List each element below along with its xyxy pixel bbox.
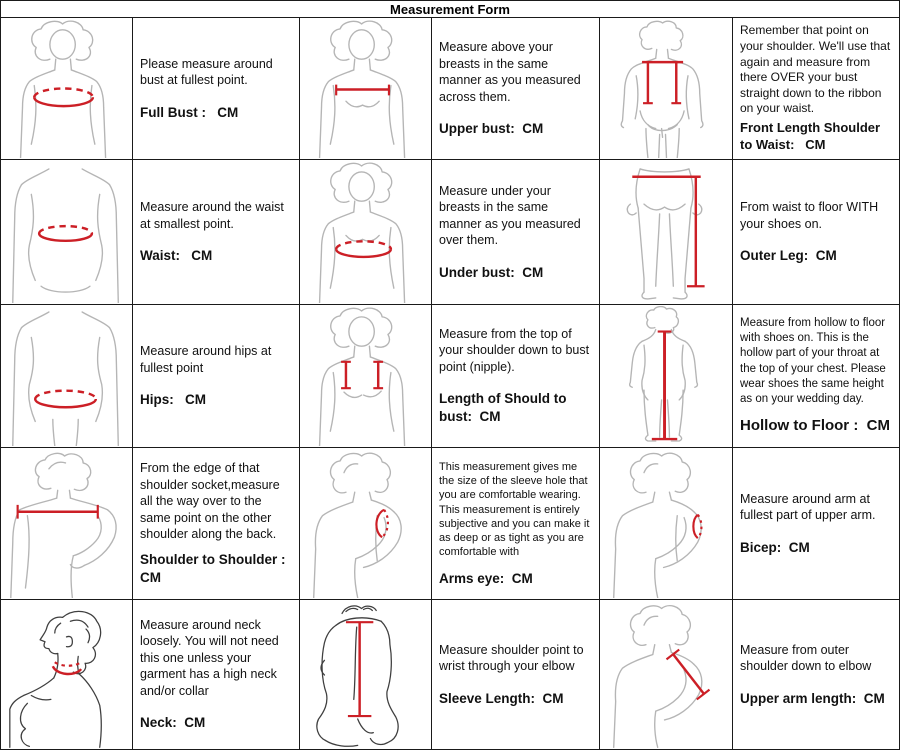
measure-label: Full Bust : CM [140, 104, 239, 120]
form-title [1, 1, 899, 18]
cell-figure-shoulder-to-shoulder [1, 448, 133, 600]
instruction-text: Measure under your breasts in the same manner as you measured over them. [439, 183, 581, 248]
cell-figure-bicep [600, 448, 733, 600]
shoulder-to-elbow-diagonal-icon [601, 601, 731, 748]
cell-figure-outer-leg [600, 160, 733, 305]
instruction-text: Measure around neck loosely. You will not need this one unless your garment has a high neck and/or collar [140, 617, 279, 698]
cell-text-outer-leg [733, 160, 899, 305]
measure-label: Neck: CM [140, 715, 206, 731]
measure-label: Under bust: CM [439, 264, 544, 280]
cell-figure-full-bust [1, 18, 133, 160]
cell-figure-hollow-to-floor [600, 305, 733, 448]
cell-figure-upper-arm-length [600, 600, 733, 749]
instruction-text: Measure around hips at fullest point [140, 344, 272, 375]
cell-figure-shoulder-to-bust [300, 305, 432, 448]
measure-label: Length of Should to bust: CM [439, 391, 571, 425]
cell-text-arms-eye [432, 448, 600, 600]
cell-figure-under-bust [300, 160, 432, 305]
arm-socket-arms-eye-icon [301, 449, 430, 598]
cell-figure-upper-bust [300, 18, 432, 160]
cell-figure-front-length [600, 18, 733, 160]
cell-figure-neck [1, 600, 133, 749]
measure-label: Sleeve Length: CM [439, 690, 564, 706]
cell-figure-waist [1, 160, 133, 305]
upper-arm-bicep-icon [601, 449, 731, 598]
torso-front-hips-icon [2, 306, 131, 446]
cell-figure-hips [1, 305, 133, 448]
instruction-text: Measure from hollow to floor with shoes on. This is the hollow part of your throat at the top of your chest. Please wear shoes the same height as on your wedding day. [740, 317, 886, 405]
instruction-text: Measure above your breasts in the same manner as you measured across them. [439, 40, 581, 104]
measurement-grid [1, 18, 899, 749]
cell-figure-sleeve-length [300, 600, 432, 749]
cell-text-hollow-to-floor [733, 305, 899, 448]
instruction-text: From the edge of that shoulder socket,measure all the way over to the same point on the other shoulder along the back. [140, 461, 280, 542]
cell-text-front-length [733, 18, 899, 160]
profile-neck-band-icon [2, 601, 131, 748]
cell-text-waist [133, 160, 300, 305]
cell-text-shoulder-to-bust [432, 305, 600, 448]
back-shoulder-to-shoulder-icon [2, 449, 131, 598]
woman-back-shoulder-to-waist-icon [601, 19, 731, 158]
full-body-hollow-to-floor-icon [601, 306, 731, 446]
instruction-text: This measurement gives me the size of the sleeve hole that you are comfortable wearing. This measurement is entirely subjective and you can make it as deep or as tight as you are comfortable with [439, 460, 590, 559]
cell-text-bicep [733, 448, 899, 600]
instruction-text: Measure from the top of your shoulder down to bust point (nipple). [439, 326, 590, 374]
measure-label: Arms eye: CM [439, 570, 533, 586]
cell-text-under-bust [432, 160, 600, 305]
cell-text-upper-bust [432, 18, 600, 160]
torso-front-waist-icon [2, 161, 131, 303]
woman-front-full-bust-icon [2, 19, 131, 158]
cell-text-neck [133, 600, 300, 749]
instruction-text: Measure around arm at fullest part of upper arm. [740, 491, 876, 523]
woman-front-upper-bust-icon [301, 19, 430, 158]
measure-label: Front Length Shoulder to Waist: CM [740, 119, 884, 152]
cell-text-shoulder-to-shoulder [133, 448, 300, 600]
measure-label: Hollow to Floor : CM [740, 417, 890, 435]
cell-text-hips [133, 305, 300, 448]
instruction-text: Measure shoulder point to wrist through your elbow [439, 642, 584, 674]
woman-front-shoulder-to-bust-icon [301, 306, 430, 446]
measure-label: Waist: CM [140, 248, 213, 264]
instruction-text: Remember that point on your shoulder. We'll use that again and measure from there OVER your bust straight down to the ribbon on your waist. [740, 23, 891, 116]
measure-label: Hips: CM [140, 392, 206, 408]
form-title-text: Measurement Form [390, 1, 510, 17]
instruction-text: From waist to floor WITH your shoes on. [740, 200, 879, 231]
woman-front-under-bust-icon [301, 161, 430, 303]
cell-figure-arms-eye [300, 448, 432, 600]
lower-body-outer-leg-icon [601, 161, 731, 303]
measure-label: Shoulder to Shoulder : CM [140, 551, 290, 585]
instruction-text: Please measure around bust at fullest point. [140, 56, 273, 88]
measure-label: Bicep: CM [740, 539, 810, 555]
cell-text-sleeve-length [432, 600, 600, 749]
cell-text-full-bust [133, 18, 300, 160]
measure-label: Upper bust: CM [439, 121, 544, 137]
instruction-text: Measure from outer shoulder down to elbow [740, 642, 872, 674]
measure-label: Upper arm length: CM [740, 690, 885, 706]
instruction-text: Measure around the waist at smallest point. [140, 200, 284, 231]
measure-label: Outer Leg: CM [740, 248, 837, 264]
cell-text-upper-arm-length [733, 600, 899, 749]
back-sleeve-length-icon [301, 601, 430, 748]
